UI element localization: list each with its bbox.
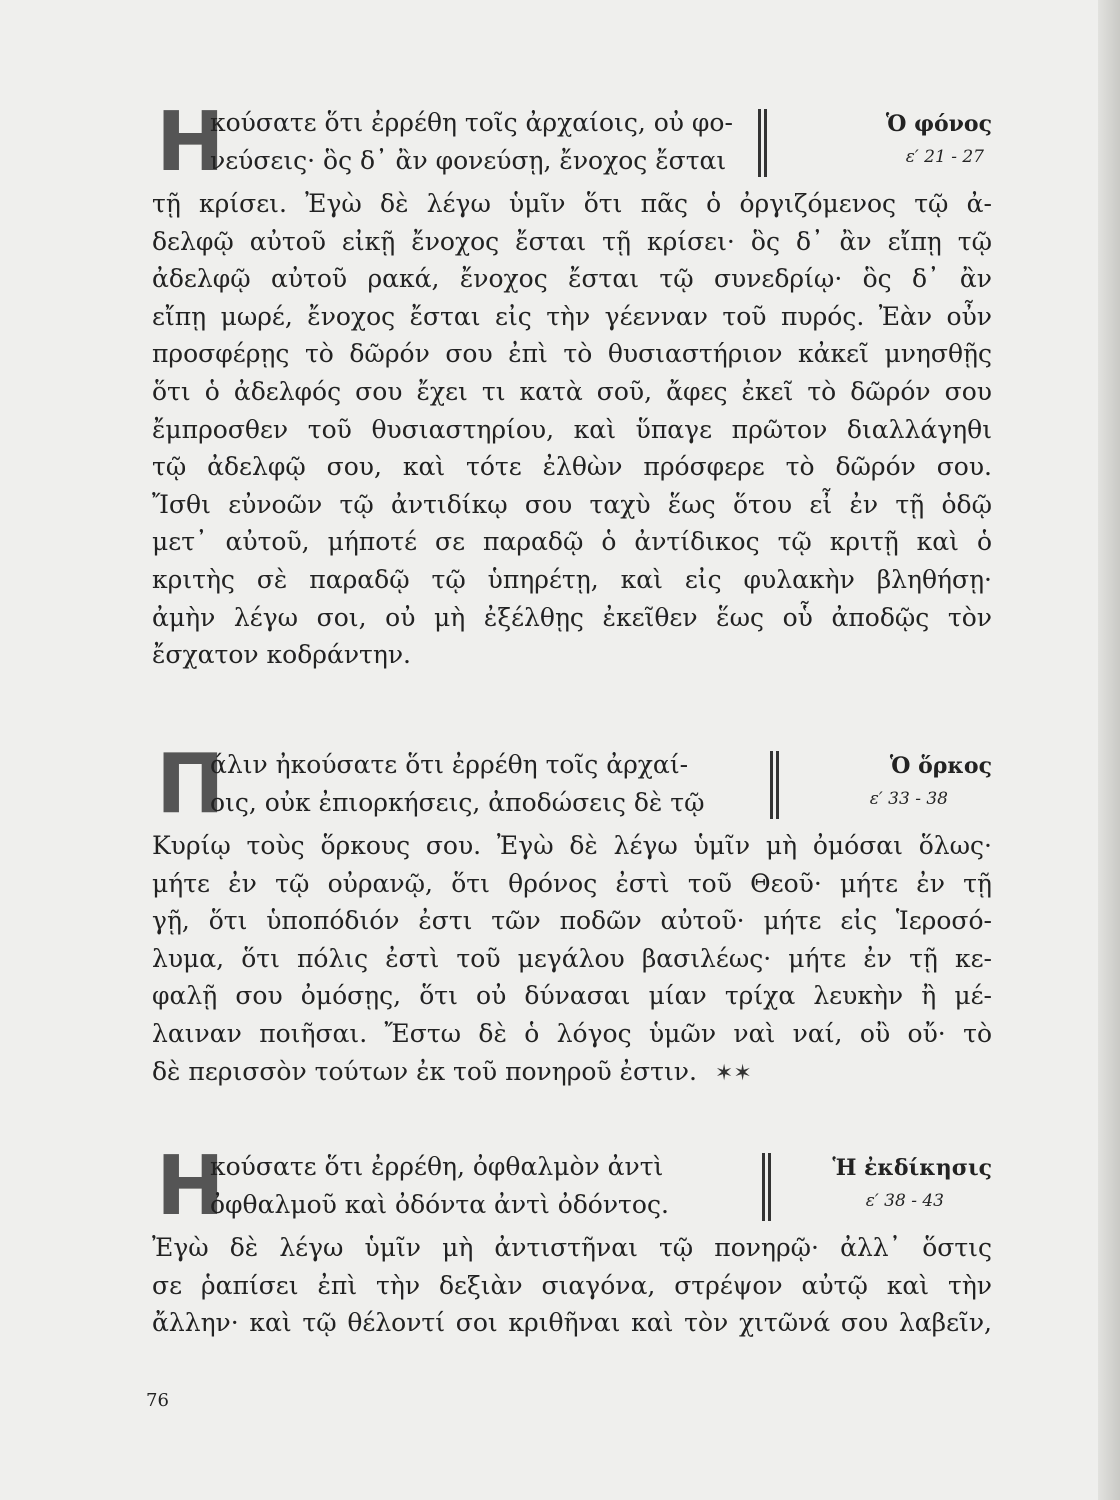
- section-heading-row: [152, 737, 992, 832]
- body-line-text: δὲ περισσὸν τούτων ἐκ τοῦ πονηροῦ ἐστιν.: [152, 1056, 697, 1086]
- heading-line: οις, οὐκ ἐπιορκήσεις, ἀποδώσεις δὲ τῷ: [210, 788, 705, 817]
- body-line: Ἴσθι εὐνοῶν τῷ ἀντιδίκῳ σου ταχὺ ἕως ὅτου εἶ ἐν τῇ ὁδῷ: [152, 489, 992, 519]
- body-line: σε ῥαπίσει ἐπὶ τὴν δεξιὰν σιαγόνα, στρέψον αὐτῷ καὶ τὴν: [152, 1270, 992, 1300]
- body-line: ἔσχατον κοδράντην.: [152, 640, 411, 670]
- page-edge-shadow: [1098, 0, 1120, 1500]
- body-line: μήτε ἐν τῷ οὐρανῷ, ὅτι θρόνος ἐστὶ τοῦ Θεοῦ· μήτε ἐν τῇ: [152, 868, 992, 898]
- body-line: ἄλλην· καὶ τῷ θέλοντί σοι κριθῆναι καὶ τὸν χιτῶνά σου λαβεῖν,: [152, 1308, 992, 1338]
- body-line: δελφῷ αὐτοῦ εἰκῇ ἔνοχος ἔσται τῇ κρίσει· ὃς δ᾽ ἂν εἴπῃ τῷ: [152, 226, 992, 256]
- heading-line: ὀφθαλμοῦ καὶ ὀδόντα ἀντὶ ὀδόντος.: [210, 1190, 669, 1219]
- drop-cap-initial: Η: [156, 1139, 225, 1234]
- heading-line: άλιν ἠκούσατε ὅτι ἐρρέθη τοῖς ἀρχαί-: [210, 750, 689, 779]
- side-title: Ὁ ὅρκος: [889, 753, 992, 779]
- body-line: μετ᾽ αὐτοῦ, μήποτέ σε παραδῷ ὁ ἀντίδικος τῷ κριτῇ καὶ ὁ: [152, 527, 992, 557]
- page-number: 76: [146, 1390, 169, 1411]
- heading-line: κούσατε ὅτι ἐρρέθη τοῖς ἀρχαίοις, οὐ φο-: [210, 108, 733, 137]
- verse-reference: ε′ 21 - 27: [905, 147, 984, 167]
- double-bar-divider: [770, 751, 779, 819]
- section-body: [152, 185, 992, 674]
- body-line: τῇ κρίσει. Ἐγὼ δὲ λέγω ὑμῖν ὅτι πᾶς ὁ ὀργιζόμενος τῷ ἀ-: [152, 189, 992, 218]
- side-title: Ὁ φόνος: [885, 111, 992, 137]
- drop-cap-initial: Π: [156, 737, 225, 832]
- drop-cap-initial: Η: [156, 95, 225, 190]
- heading-line: νεύσεις· ὃς δ᾽ ἂν φονεύσῃ, ἔνοχος ἔσται: [210, 146, 727, 175]
- section-heading-row: [152, 1139, 992, 1234]
- body-line: ἀδελφῷ αὐτοῦ ρακά, ἔνοχος ἔσται τῷ συνεδρίῳ· ὃς δ᾽ ἂν: [152, 264, 992, 294]
- body-line: γῇ, ὅτι ὑποπόδιόν ἐστι τῶν ποδῶν αὐτοῦ· μήτε εἰς Ἱεροσό-: [152, 906, 992, 936]
- section-heading-row: [152, 95, 992, 190]
- body-line: ὅτι ὁ ἀδελφός σου ἔχει τι κατὰ σοῦ, ἄφες ἐκεῖ τὸ δῶρόν σου: [152, 376, 992, 406]
- verse-reference: ε′ 38 - 43: [865, 1191, 944, 1211]
- double-bar-divider: [762, 1153, 771, 1221]
- body-line: ἔμπροσθεν τοῦ θυσιαστηρίου, καὶ ὕπαγε πρῶτον διαλλάγηθι: [152, 414, 992, 444]
- section-body: [152, 1229, 992, 1342]
- body-line: φαλῇ σου ὀμόσῃς, ὅτι οὐ δύνασαι μίαν τρίχα λευκὴν ἢ μέ-: [152, 981, 992, 1011]
- section-oath: [152, 737, 992, 1090]
- body-line: τῷ ἀδελφῷ σου, καὶ τότε ἐλθὼν πρόσφερε τὸ δῶρόν σου.: [152, 452, 992, 482]
- handwritten-stars-mark: ✶✶: [714, 1060, 752, 1086]
- body-line: λυμα, ὅτι πόλις ἐστὶ τοῦ μεγάλου βασιλέως· μήτε ἐν τῇ κε-: [152, 943, 992, 973]
- heading-line: κούσατε ὅτι ἐρρέθη, ὀφθαλμὸν ἀντὶ: [210, 1152, 664, 1181]
- section-murder: [152, 95, 992, 674]
- double-bar-divider: [758, 109, 767, 177]
- body-line: Ἐγὼ δὲ λέγω ὑμῖν μὴ ἀντιστῆναι τῷ πονηρῷ· ἀλλ᾽ ὅστις: [152, 1233, 992, 1262]
- body-line: λαιναν ποιῆσαι. Ἔστω δὲ ὁ λόγος ὑμῶν ναὶ ναί, οὒ οὔ· τὸ: [152, 1018, 992, 1048]
- section-revenge: [152, 1139, 992, 1342]
- verse-reference: ε′ 33 - 38: [869, 789, 948, 809]
- body-line: εἴπῃ μωρέ, ἔνοχος ἔσται εἰς τὴν γέενναν τοῦ πυρός. Ἐὰν οὖν: [152, 301, 992, 331]
- body-line: κριτὴς σὲ παραδῷ τῷ ὑπηρέτῃ, καὶ εἰς φυλακὴν βληθήσῃ·: [152, 564, 992, 594]
- section-body: [152, 827, 992, 1090]
- body-line: προσφέρῃς τὸ δῶρόν σου ἐπὶ τὸ θυσιαστήριον κἀκεῖ μνησθῇς: [152, 339, 992, 369]
- body-line: Κυρίῳ τοὺς ὅρκους σου. Ἐγὼ δὲ λέγω ὑμῖν μὴ ὀμόσαι ὅλως·: [152, 831, 992, 860]
- side-title: Ἡ ἐκδίκησις: [832, 1155, 992, 1181]
- body-line: ἀμὴν λέγω σοι, οὐ μὴ ἐξέλθῃς ἐκεῖθεν ἕως οὗ ἀποδῷς τὸν: [152, 602, 992, 632]
- body-line: [152, 1053, 992, 1091]
